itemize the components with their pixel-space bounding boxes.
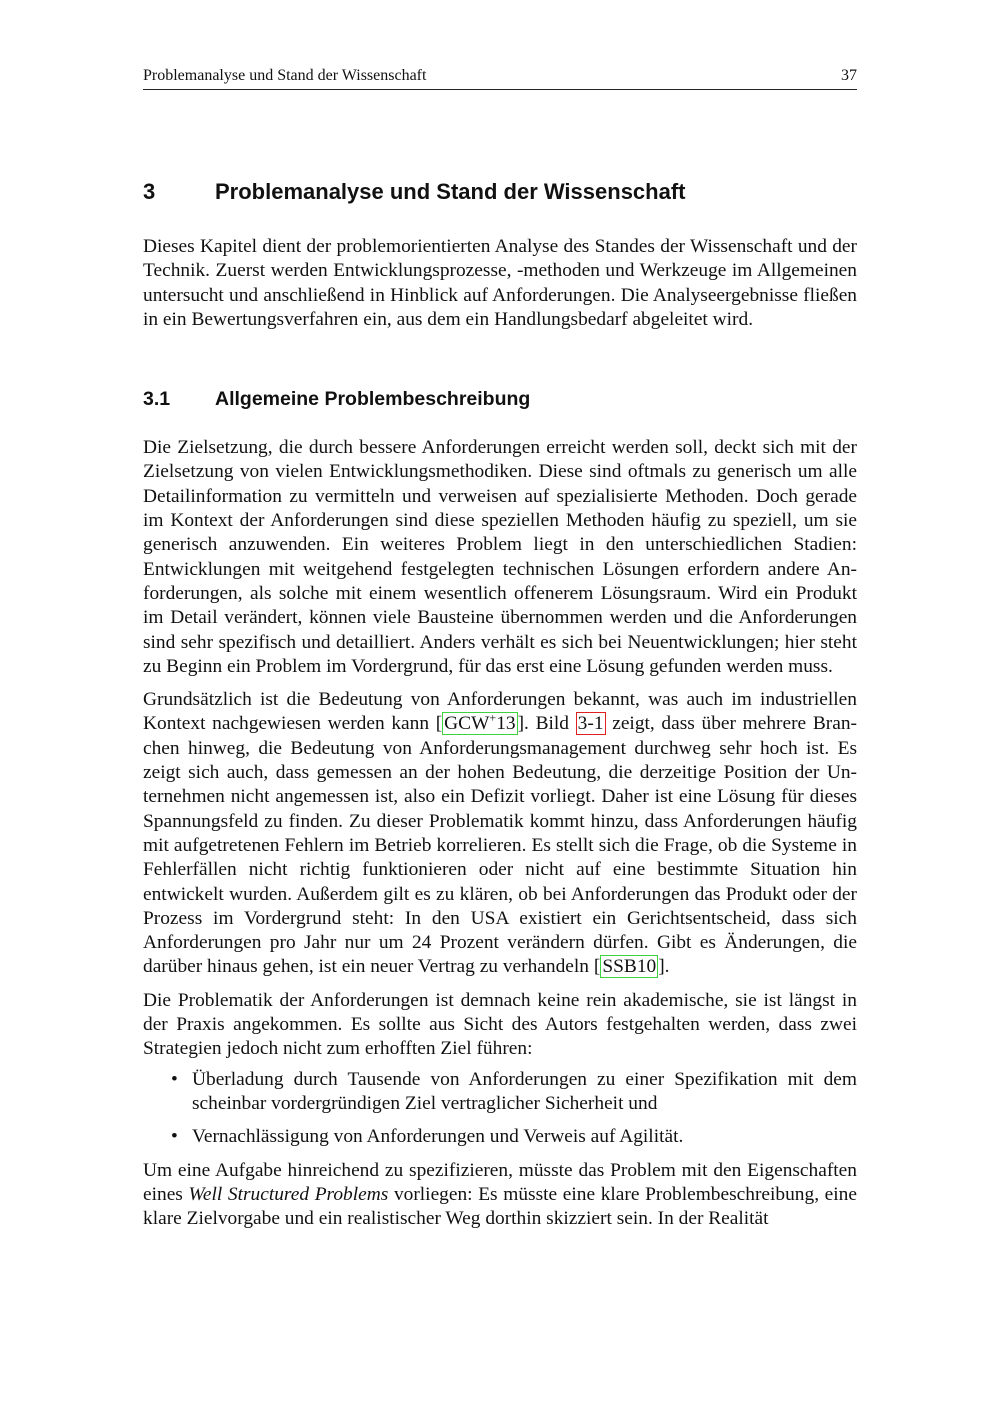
citation-link-ssb10[interactable]: SSB10	[602, 956, 657, 978]
paragraph-problem-description: Die Zielsetzung, die durch bessere Anforderungen erreicht werden soll, deckt sich mit der Zielsetzung von vielen Entwicklungsmethodiken. Diese sind oftmals zu generisch um alle Detailinformation zu vermitteln und verweisen auf spezialisierte Methoden. Doch gerade im Kontext der Anforderungen sind diese speziellen Methoden häufig zu speziell, um sie generisch anzuwenden. Ein weiteres Problem liegt in den unterschiedlichen Stadien: Entwicklungen mit weitgehend festgelegten technischen Lösungen erfordern andere Anforderungen, als solche mit einem wesentlich offenerem Lösungsraum. Wird ein Produkt im Detail verändert, können viele Bausteine übernommen werden und die Anforderungen sind sehr spezifisch und detailliert. Anders verhält es sich bei Neuentwicklungen; hier steht zu Beginn ein Problem im Vordergrund, für das erst eine Lösung gefunden werden muss.	[143, 437, 857, 677]
paragraph-text: vorliegen: Es müsste eine klare Problembeschreibung, eine klare Zielvorgabe und ein realistischer Weg dorthin skizziert sein. In der Realität	[143, 1183, 857, 1230]
strategy-list	[143, 1068, 857, 1150]
list-item	[143, 1068, 857, 1117]
list-item	[143, 1125, 857, 1149]
paragraph-text: zeigt, dass über mehrere Branchen hinweg, die Bedeutung von Anforderungsmanagement durchweg sehr hoch ist. Es zeigt sich auch, dass gemessen an der hohen Bedeutung, die derzeitige Position der Unternehmen nicht angemessen ist, also ein Defizit vorliegt. Daher ist eine Lösung für dieses Spannungsfeld zu finden. Zu dieser Problematik kommt hinzu, dass Anforderungen häufig mit aufgetretenen Fehlern im Betrieb korrelieren. Es stellt sich die Frage, ob die Systeme in Fehlerfällen nicht richtig funktionieren oder nicht auf eine bestimmte Situation hin entwickelt wurden. Außerdem gilt es zu klären, ob bei Anforderungen das Produkt oder der Prozess im Vordergrund steht: In den USA existiert ein Gerichtsentscheid, dass sich Anforderungen pro Jahr nur um 24 Prozent verändern dürfen. Gibt es Änderungen, die darüber hinaus gehen, ist ein neuer Vertrag zu verhandeln [	[143, 713, 857, 978]
main-content	[143, 170, 857, 1231]
chapter-title: Problemanalyse und Stand der Wissenschaft	[215, 179, 686, 204]
list-item-text: Überladung durch Tausende von Anforderungen zu einer Spezifikation mit dem scheinbar vordergründigen Ziel vertraglicher Sicherheit und	[192, 1068, 857, 1114]
emphasis-term: Well Structured Problems	[188, 1183, 389, 1205]
section-title: Allgemeine Problembeschreibung	[215, 388, 531, 411]
chapter-number: 3	[143, 179, 156, 204]
citation-year: 13	[496, 713, 516, 735]
citation-superscript: +	[489, 710, 497, 725]
chapter-heading	[143, 178, 857, 206]
paragraph-strategies: Die Problematik der Anforderungen ist demnach keine rein akademische, sie ist längst in der Praxis angekommen. Es sollte aus Sicht des Autors festgehalten werden, dass zwei Strategien jedoch nicht zum erhofften Ziel führen:	[143, 989, 857, 1060]
citation-text: GCW	[444, 713, 490, 735]
running-header	[143, 67, 857, 90]
citation-link-gcw13[interactable]	[442, 712, 517, 735]
figure-reference-link[interactable]: 3-1	[577, 713, 604, 735]
bullet-icon: •	[171, 1068, 178, 1090]
running-title: Problemanalyse und Stand der Wissenschaft	[143, 67, 427, 84]
intro-paragraph: Dieses Kapitel dient der problemorientierten Analyse des Standes der Wissenschaft und der Technik. Zuerst werden Entwicklungsprozesse, -methoden und Werkzeuge im Allgemeinen untersucht und anschließend in Hinblick auf Anforderungen. Die Analyseergebnisse fließen in ein Bewertungsverfahren ein, aus dem ein Handlungsbedarf abgeleitet wird.	[143, 236, 857, 330]
paragraph-text: ].	[658, 956, 670, 978]
list-item-text: Vernachlässigung von Anforderungen und Verweis auf Agilität.	[192, 1126, 684, 1148]
bullet-icon: •	[171, 1126, 178, 1148]
paragraph-text: Um eine Aufgabe hinreichend zu spezifizieren, müsste das Problem mit den Eigenschaften eines	[143, 1159, 857, 1205]
paragraph-requirements-importance	[143, 688, 857, 980]
paragraph-well-structured	[143, 1159, 857, 1232]
paragraph-text: Grundsätzlich ist die Bedeutung von Anforderungen bekannt, was auch im industriellen Kontext nachgewiesen werden kann [	[143, 689, 857, 735]
paragraph-text: ]. Bild	[517, 713, 576, 735]
section-heading	[143, 386, 857, 412]
page-number: 37	[841, 67, 857, 84]
section-number: 3.1	[143, 388, 171, 411]
